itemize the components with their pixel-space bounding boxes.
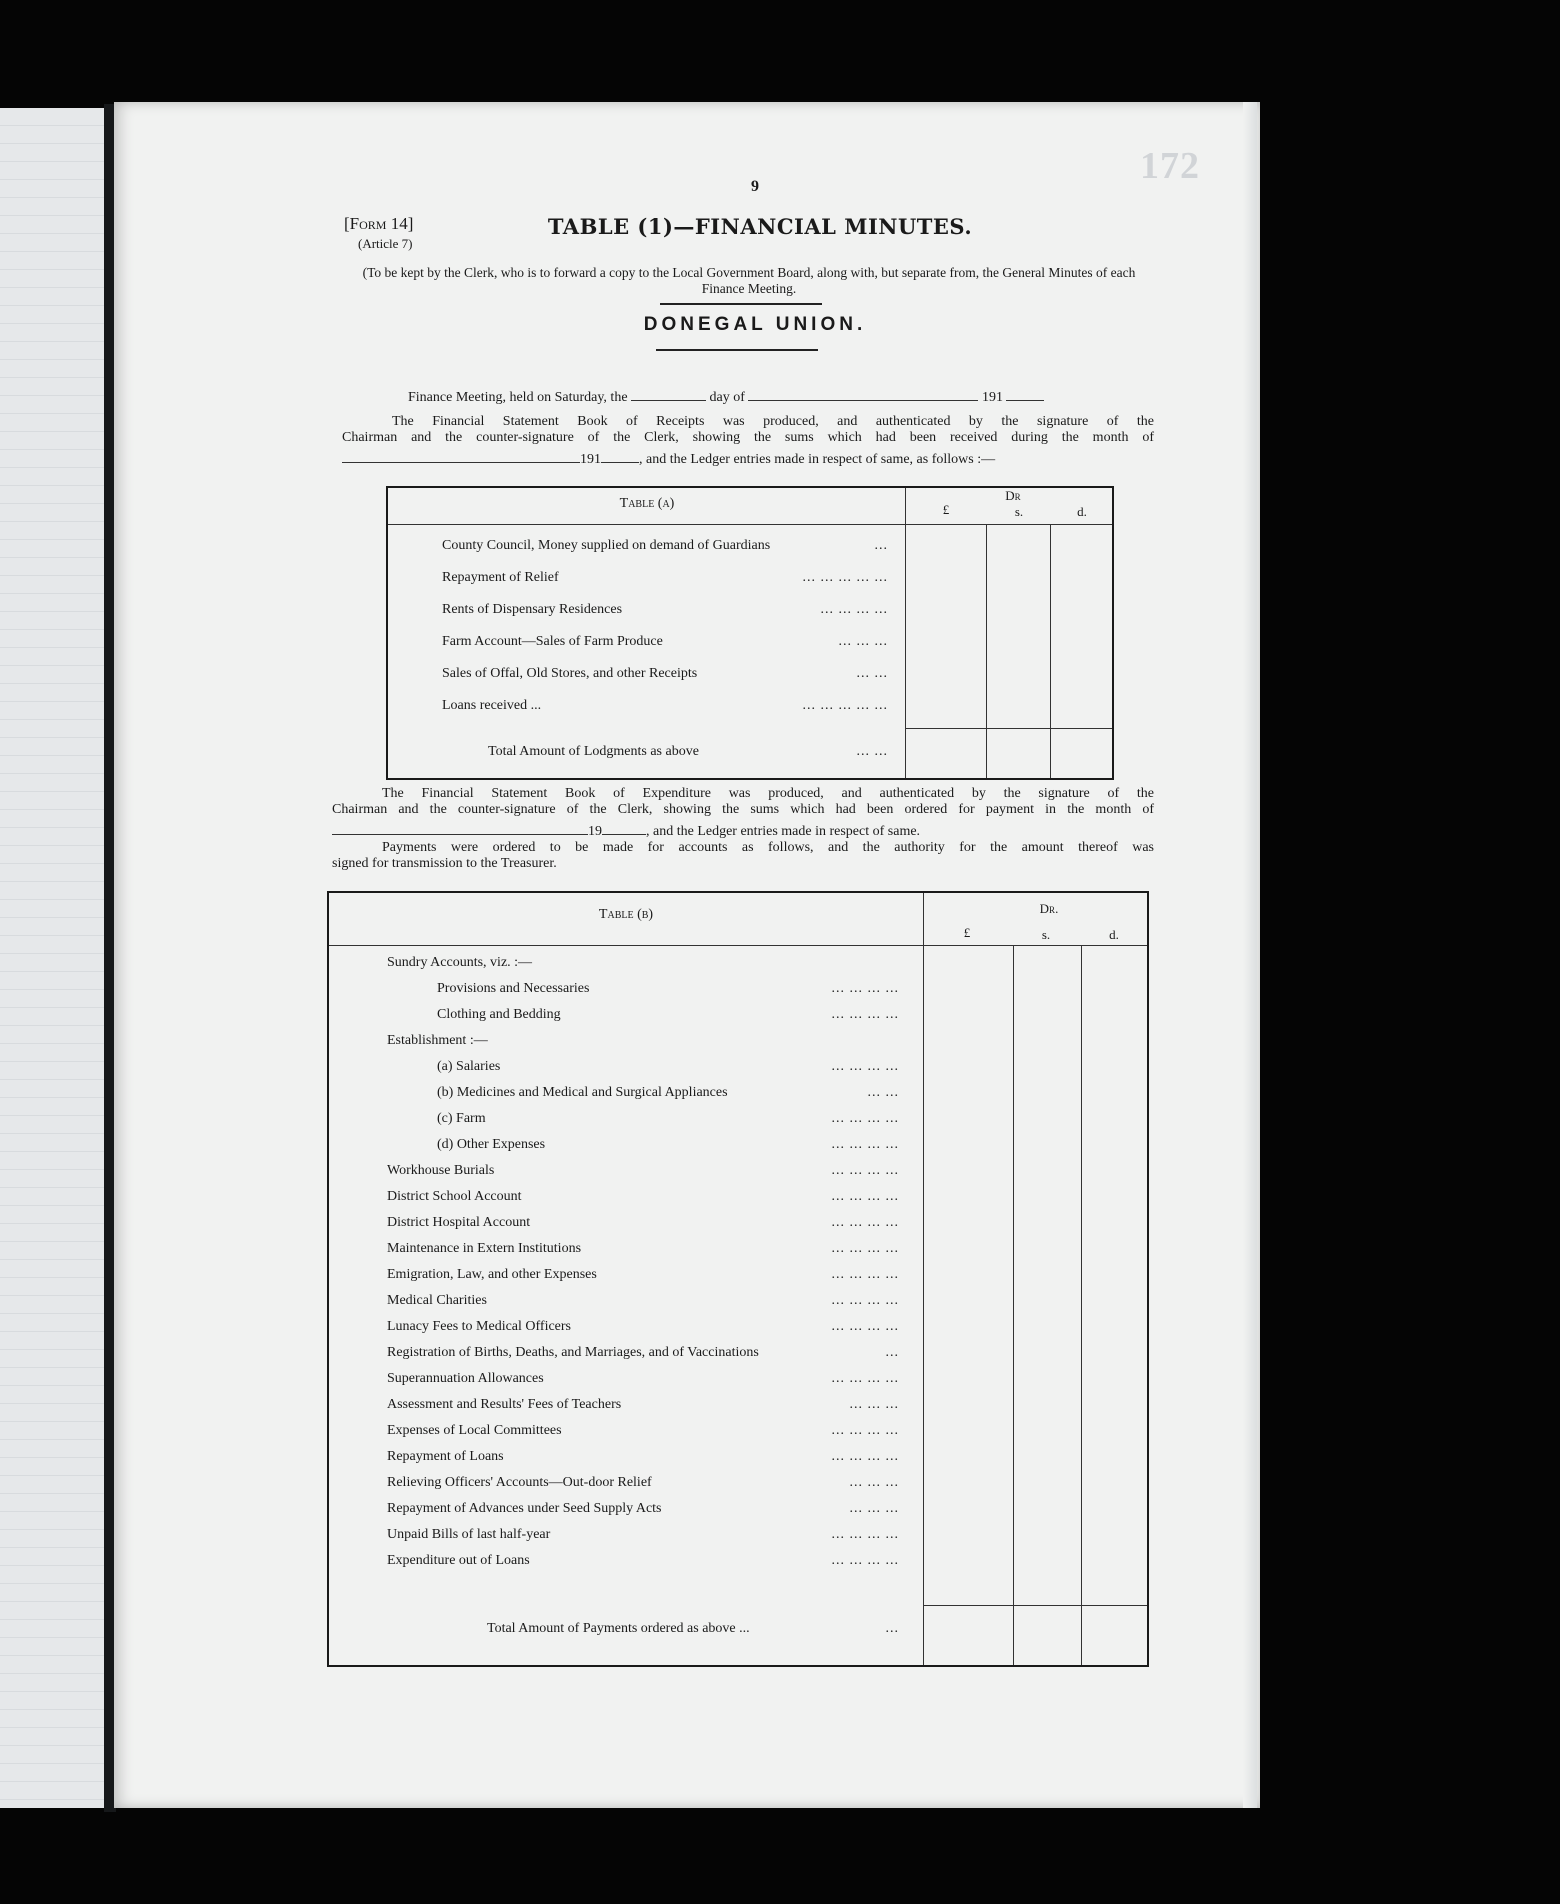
table-b-pence-header: d. — [1109, 927, 1119, 942]
day-blank — [631, 388, 706, 401]
table-b-row-leader: ... ... ... ... — [831, 981, 899, 996]
table-b-row-leader: ... ... ... — [849, 1501, 899, 1516]
table-a-row-label: Loans received ... — [442, 698, 542, 713]
table-b-row-label: Medical Charities — [387, 1293, 487, 1308]
table-b-row-label: Assessment and Results' Fees of Teachers — [387, 1397, 622, 1412]
meeting-year: 191 — [981, 390, 1003, 405]
expenditure-paragraph — [332, 786, 1154, 872]
union-rule — [656, 349, 818, 351]
table-a-row-leader: ... ... ... ... ... — [802, 570, 888, 585]
table-a-col-divider — [1050, 524, 1051, 778]
table-b-row-leader: ... ... ... ... — [831, 1111, 899, 1126]
table-b-row-label: (b) Medicines and Medical and Surgical Appliances — [437, 1085, 728, 1100]
table-a-total-rule — [905, 728, 1112, 729]
table-b-col-divider — [1013, 945, 1014, 1665]
receipts-line-3-suffix: , and the Ledger entries made in respect of same, as follows :— — [639, 452, 996, 467]
table-a-col-divider — [986, 524, 987, 778]
table-b-row-leader: ... ... ... ... — [831, 1007, 899, 1022]
table-a-row-label: Rents of Dispensary Residences — [442, 602, 623, 617]
title-rule — [660, 303, 822, 305]
page-edge — [1243, 102, 1257, 1808]
table-a-total-leader: ... ... — [856, 744, 888, 759]
table-b-row-label: District School Account — [387, 1189, 522, 1204]
table-a-shillings-header: s. — [1014, 504, 1024, 519]
table-a-col-divider — [905, 488, 906, 778]
expenditure-year-blank — [602, 822, 646, 835]
table-b-row-leader: ... ... ... ... — [831, 1293, 899, 1308]
table-a-header-rule — [388, 524, 1112, 525]
table-b-row-leader: ... ... ... — [849, 1475, 899, 1490]
table-b-col-divider — [923, 893, 924, 1665]
table-b-row-label: Superannuation Allowances — [387, 1371, 544, 1386]
table-b-row-label: (a) Salaries — [437, 1059, 501, 1074]
table-b-row-label: Emigration, Law, and other Expenses — [387, 1267, 597, 1282]
receipts-year: 191 — [580, 452, 601, 467]
table-b-row-label: Repayment of Advances under Seed Supply Acts — [387, 1501, 662, 1516]
meeting-line — [408, 388, 1044, 406]
table-b-label: Table (b) — [598, 907, 654, 922]
table-b-row-leader: ... ... ... ... — [831, 1163, 899, 1178]
table-a-total-label: Total Amount of Lodgments as above — [488, 744, 699, 759]
table-b-row-label: Sundry Accounts, viz. :— — [387, 955, 533, 970]
table-a-row-label: Sales of Offal, Old Stores, and other Receipts — [442, 666, 698, 681]
table-b-row-leader: ... ... ... ... — [831, 1137, 899, 1152]
expenditure-line-1: The Financial Statement Book of Expenditure was produced, and authenticated by the signature of the — [382, 786, 1154, 801]
table-a — [386, 486, 1114, 780]
expenditure-year: 19 — [588, 824, 602, 839]
table-a-pence-header: d. — [1077, 504, 1087, 519]
instructions: (To be kept by the Clerk, who is to forward a copy to the Local Government Board, along with, but separate from, the General Minutes of each Finance Meeting. — [362, 265, 1136, 296]
table-b-total-label: Total Amount of Payments ordered as above ... — [487, 1621, 750, 1636]
year-blank — [1006, 388, 1044, 401]
table-a-row-label: Repayment of Relief — [442, 570, 559, 585]
table-b-row-leader: ... ... ... ... — [831, 1189, 899, 1204]
table-b-row-label: Registration of Births, Deaths, and Marriages, and of Vaccinations — [387, 1345, 759, 1360]
table-b-row-label: Establishment :— — [387, 1033, 488, 1048]
table-b-row-label: Provisions and Necessaries — [437, 981, 590, 996]
table-b-row-label: Relieving Officers' Accounts—Out-door Relief — [387, 1475, 652, 1490]
expenditure-line-3 — [332, 822, 1154, 840]
table-b-row-label: Expenses of Local Committees — [387, 1423, 562, 1438]
table-a-dr: Dr — [1005, 488, 1021, 503]
table-b-row-label: (c) Farm — [437, 1111, 486, 1126]
form-label: Form 14 — [349, 214, 408, 233]
table-a-row-leader: ... ... ... ... ... — [802, 698, 888, 713]
table-b-shillings-header: s. — [1041, 927, 1051, 942]
expenditure-month-blank — [332, 822, 588, 835]
table-a-row-leader: ... — [874, 538, 888, 553]
receipts-paragraph — [342, 414, 1154, 468]
table-b-row-leader: ... ... ... ... — [831, 1215, 899, 1230]
table-b-row-label: District Hospital Account — [387, 1215, 531, 1230]
payments-line-1: Payments were ordered to be made for accounts as follows, and the authority for the amount thereof was — [382, 840, 1154, 855]
table-a-row-label: County Council, Money supplied on demand of Guardians — [442, 538, 771, 553]
table-b-col-divider — [1081, 945, 1082, 1665]
receipts-line-2: Chairman and the counter-signature of the Clerk, showing the sums which had been received during the month of — [342, 430, 1154, 445]
union-name: DONEGAL UNION. — [643, 314, 867, 335]
receipts-month-blank — [342, 450, 580, 463]
meeting-prefix: Finance Meeting, held on Saturday, the — [408, 390, 628, 405]
table-a-row-leader: ... ... ... — [838, 634, 888, 649]
facing-page — [0, 108, 108, 1808]
table-b-row-label: Workhouse Burials — [387, 1163, 495, 1178]
table-b-row-label: Unpaid Bills of last half-year — [387, 1527, 551, 1542]
table-b-row-leader: ... ... ... ... — [831, 1423, 899, 1438]
table-b-row-label: Clothing and Bedding — [437, 1007, 561, 1022]
table-a-pounds-header: £ — [942, 502, 950, 517]
table-b-row-leader: ... ... ... — [849, 1397, 899, 1412]
meeting-day-of: day of — [709, 390, 745, 405]
table-b-row-label: Lunacy Fees to Medical Officers — [387, 1319, 572, 1334]
table-b-row-leader: ... ... ... ... — [831, 1553, 899, 1568]
table-b-row-leader: ... ... ... ... — [831, 1059, 899, 1074]
table-b-row-leader: ... ... — [867, 1085, 899, 1100]
table-b-pounds-header: £ — [963, 925, 971, 940]
payments-line-2: signed for transmission to the Treasurer. — [332, 856, 557, 871]
bleed-through-number: 172 — [1140, 145, 1200, 187]
table-b-row-label: (d) Other Expenses — [437, 1137, 546, 1152]
page-number: 9 — [751, 178, 759, 195]
table-a-row-leader: ... ... ... ... — [820, 602, 888, 617]
table-b-row-label: Maintenance in Extern Institutions — [387, 1241, 582, 1256]
table-b-row-label: Repayment of Loans — [387, 1449, 504, 1464]
table-a-row-label: Farm Account—Sales of Farm Produce — [442, 634, 663, 649]
table-b-header-rule — [329, 945, 1147, 946]
expenditure-line-3-suffix: , and the Ledger entries made in respect of same. — [646, 824, 921, 839]
receipts-year-blank — [601, 450, 639, 463]
table-b-row-leader: ... ... ... ... — [831, 1241, 899, 1256]
table-b-row-leader: ... ... ... ... — [831, 1449, 899, 1464]
table-a-row-leader: ... ... — [856, 666, 888, 681]
table-b-row-leader: ... — [885, 1345, 899, 1360]
table-b-row-leader: ... ... ... ... — [831, 1371, 899, 1386]
table-a-label: Table (a) — [619, 496, 675, 511]
table-b-dr: Dr. — [1039, 901, 1059, 916]
table-b-row-label: Expenditure out of Loans — [387, 1553, 530, 1568]
article-reference: (Article 7) — [358, 236, 413, 251]
receipts-line-3 — [342, 450, 1154, 468]
table-b — [327, 891, 1149, 1667]
form-reference: [Form 14] — [344, 214, 414, 233]
table-b-total-rule — [923, 1605, 1147, 1606]
receipts-line-1: The Financial Statement Book of Receipts was produced, and authenticated by the signature of the — [392, 414, 1154, 429]
table-b-row-leader: ... ... ... ... — [831, 1267, 899, 1282]
table-b-total-leader: ... — [885, 1621, 899, 1636]
month-blank — [748, 388, 978, 401]
document-title: TABLE (1)—FINANCIAL MINUTES. — [547, 214, 973, 239]
table-b-row-leader: ... ... ... ... — [831, 1319, 899, 1334]
expenditure-line-2: Chairman and the counter-signature of the Clerk, showing the sums which had been ordered for payment in the month of — [332, 802, 1154, 817]
table-b-row-leader: ... ... ... ... — [831, 1527, 899, 1542]
